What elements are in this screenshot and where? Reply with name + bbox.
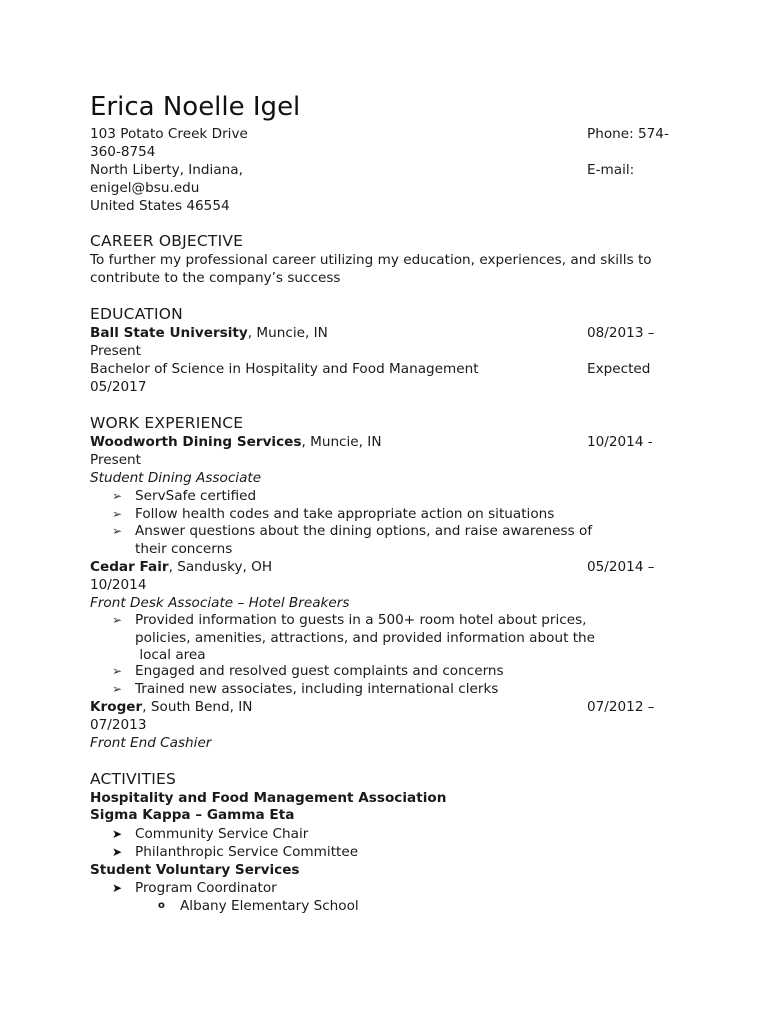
job-3-employer-line: [90, 698, 252, 716]
job-1-title: Student Dining Associate: [90, 470, 262, 486]
arrow-bullet-icon: ➤: [112, 845, 123, 859]
circle-bullet-icon: o: [158, 900, 165, 911]
job-2-dates: 05/2014 –: [587, 559, 655, 575]
job-1-location: , Muncie, IN: [301, 434, 382, 450]
objective-text-2: contribute to the company’s success: [90, 270, 341, 286]
job-2-bullet-3: Trained new associates, including international clerks: [135, 681, 499, 697]
job-2-employer: Cedar Fair: [90, 559, 169, 575]
expected-date: 05/2017: [90, 379, 147, 395]
job-1-employer: Woodworth Dining Services: [90, 434, 302, 450]
work-heading: WORK EXPERIENCE: [90, 414, 244, 432]
job-3-location: , South Bend, IN: [142, 699, 253, 715]
job-1-employer-line: [90, 433, 382, 451]
job-1-bullet-3-cont: their concerns: [135, 541, 233, 557]
arrow-bullet-icon: ➢: [112, 613, 123, 627]
email-label: E-mail:: [587, 162, 635, 178]
arrow-bullet-icon: ➢: [112, 507, 123, 521]
job-1-bullet-3: Answer questions about the dining options, and raise awareness of: [135, 523, 593, 539]
activity-org-3: Student Voluntary Services: [90, 862, 300, 878]
activity-org-2-item-1: Community Service Chair: [135, 826, 309, 842]
job-2-bullet-1: Provided information to guests in a 500+ room hotel about prices,: [135, 612, 587, 628]
country-line: United States 46554: [90, 198, 230, 214]
job-3-dates: 07/2012 –: [587, 699, 655, 715]
arrow-bullet-icon: ➤: [112, 881, 123, 895]
arrow-bullet-icon: ➢: [112, 489, 123, 503]
job-1-dates-cont: Present: [90, 452, 142, 468]
job-2-location: , Sandusky, OH: [168, 559, 273, 575]
education-heading: EDUCATION: [90, 305, 183, 323]
education-school-line: [90, 324, 328, 342]
arrow-bullet-icon: ➢: [112, 664, 123, 678]
job-3-dates-cont: 07/2013: [90, 717, 147, 733]
address-line-1: 103 Potato Creek Drive: [90, 126, 248, 142]
job-2-bullet-2: Engaged and resolved guest complaints and concerns: [135, 663, 504, 679]
activities-heading: ACTIVITIES: [90, 770, 177, 788]
job-2-bullet-1-cont-2: local area: [135, 647, 206, 663]
objective-heading: CAREER OBJECTIVE: [90, 232, 244, 250]
school-name: Ball State University: [90, 325, 248, 341]
city-line: North Liberty, Indiana,: [90, 162, 243, 178]
job-2-employer-line: [90, 558, 272, 576]
arrow-bullet-icon: ➢: [112, 524, 123, 538]
objective-text-1: To further my professional career utilizing my education, experiences, and skills to: [90, 252, 652, 268]
job-2-title: Front Desk Associate – Hotel Breakers: [90, 595, 350, 611]
school-location: , Muncie, IN: [247, 325, 328, 341]
activity-org-3-sub-1: Albany Elementary School: [180, 898, 359, 914]
job-1-bullet-1: ServSafe certified: [135, 488, 257, 504]
phone-label: Phone: 574-: [587, 126, 669, 142]
resume-name: Erica Noelle Igel: [90, 92, 301, 122]
education-dates: 08/2013 –: [587, 325, 655, 341]
job-1-dates: 10/2014 -: [587, 434, 653, 450]
expected-label: Expected: [587, 361, 651, 377]
education-dates-cont: Present: [90, 343, 142, 359]
arrow-bullet-icon: ➢: [112, 682, 123, 696]
activity-org-3-item-1: Program Coordinator: [135, 880, 277, 896]
activity-org-2-item-2: Philanthropic Service Committee: [135, 844, 359, 860]
job-3-employer: Kroger: [90, 699, 143, 715]
activity-org-1: Hospitality and Food Management Association: [90, 790, 447, 806]
degree: Bachelor of Science in Hospitality and Food Management: [90, 361, 479, 377]
email-address: enigel@bsu.edu: [90, 180, 200, 196]
job-2-dates-cont: 10/2014: [90, 577, 147, 593]
job-2-bullet-1-cont: policies, amenities, attractions, and provided information about the: [135, 630, 596, 646]
job-1-bullet-2: Follow health codes and take appropriate action on situations: [135, 506, 555, 522]
arrow-bullet-icon: ➤: [112, 827, 123, 841]
activity-org-2: Sigma Kappa – Gamma Eta: [90, 807, 295, 823]
job-3-title: Front End Cashier: [90, 735, 212, 751]
phone-number: 360-8754: [90, 144, 156, 160]
